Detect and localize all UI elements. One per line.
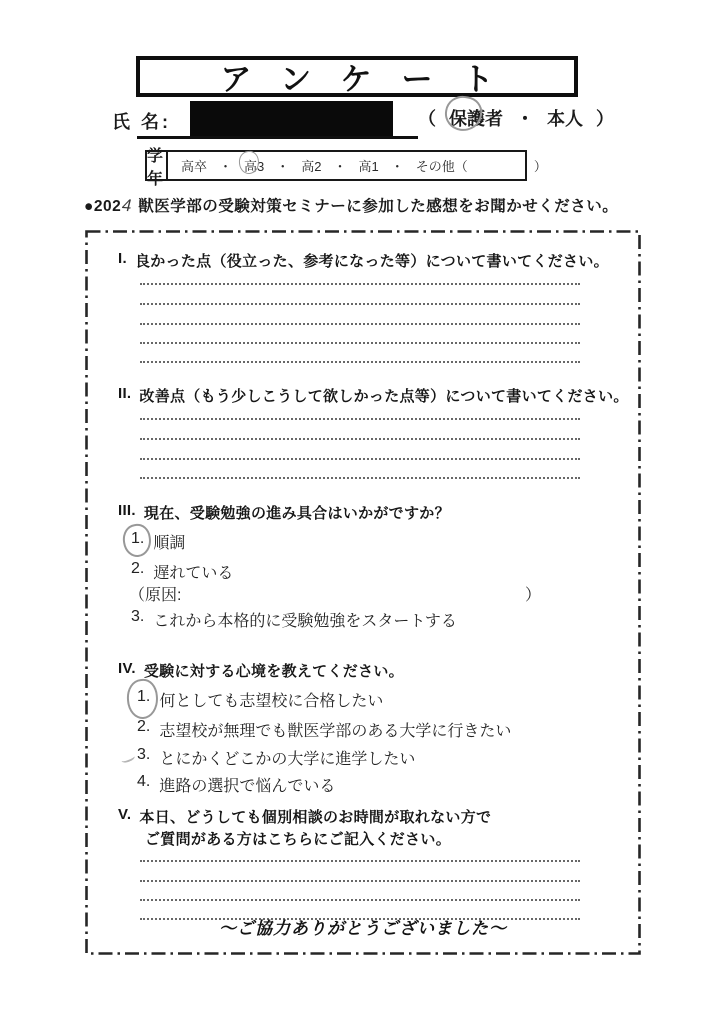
q4-option-3: 3. とにかくどこかの大学に進学したい — [137, 746, 416, 768]
respondent-paren-open: （ — [418, 109, 436, 129]
writing-line — [140, 899, 580, 901]
grade-label: 学年 — [147, 147, 167, 188]
grade-table — [145, 147, 547, 188]
grade-option-kosotsu: 高卒 — [181, 159, 208, 174]
writing-line — [140, 283, 580, 285]
intro-line — [84, 194, 618, 216]
q4-option-4: 4. 進路の選択で悩んでいる — [137, 773, 336, 795]
writing-line — [140, 361, 580, 363]
writing-line — [140, 323, 580, 325]
section-5-numeral: V. — [118, 806, 132, 823]
section-5-heading-line1: V. 本日、どうしても個別相談のお時間が取れない方で — [118, 806, 492, 826]
q3-option-2: 2. 遅れている — [131, 560, 234, 582]
writing-line — [140, 342, 580, 344]
q3-option-1: 1. 順調 — [131, 530, 185, 553]
writing-line — [140, 880, 580, 882]
grade-option-ko2: 高2 — [301, 159, 322, 174]
writing-line — [140, 477, 580, 479]
intro-text: 獣医学部の受験対策セミナーに参加した感想をお聞かせください。 — [138, 198, 619, 215]
respondent-option-self: 本人 — [547, 109, 583, 129]
grade-option-ko3: 高3 — [244, 156, 264, 175]
respondent-option-guardian: 保護者 — [449, 105, 503, 131]
grade-option-ko1: 高1 — [358, 159, 379, 174]
grade-separator: ・ — [390, 159, 404, 174]
grade-options — [168, 152, 547, 179]
section-2-numeral: II. — [118, 385, 132, 402]
q4-option-2: 2. 志望校が無理でも獣医学部のある大学に行きたい — [137, 718, 512, 740]
section-4-numeral: IV. — [118, 660, 136, 677]
respondent-separator: ・ — [516, 109, 534, 129]
page-title: アンケート — [220, 62, 524, 97]
q3-reason-close: ） — [525, 587, 542, 604]
grade-separator: ・ — [219, 159, 233, 174]
respondent-type-group — [418, 105, 614, 131]
q3-reason-open: （原因: — [129, 587, 182, 604]
intro-bullet-prefix: ●202 — [84, 198, 122, 215]
section-1-heading: I. 良かった点（役立った、参考になった等）について書いてください。 — [118, 250, 609, 270]
grade-option-other: その他（ — [415, 159, 468, 174]
section-4-heading: IV. 受験に対する心境を教えてください。 — [118, 660, 404, 680]
grade-option-other-close: ） — [533, 159, 547, 174]
grade-separator: ・ — [276, 159, 290, 174]
section-1-numeral: I. — [118, 250, 127, 267]
section-2-heading: II. 改善点（もう少しこうして欲しかった点等）について書いてください。 — [118, 385, 629, 405]
q3-option-3: 3. これから本格的に受験勉強をスタートする — [131, 608, 457, 630]
section-3-numeral: III. — [118, 502, 136, 519]
section-5-heading-line2: ご質問がある方はこちらにご記入ください。 — [145, 831, 452, 848]
section-3-heading: III. 現在、受験勉強の進み具合はいかがですか？ — [118, 502, 450, 522]
q4-option-1: 1. 何としても志望校に合格したい — [137, 688, 383, 711]
writing-line — [140, 303, 580, 305]
writing-line — [140, 458, 580, 460]
grade-separator: ・ — [333, 159, 347, 174]
name-underline — [137, 136, 418, 139]
closing-message: ～ご協力ありがとうございました～ — [219, 919, 507, 938]
name-value-redaction-box — [190, 101, 393, 139]
handwritten-year-digit: 4 — [120, 195, 135, 216]
respondent-paren-close: ） — [596, 109, 614, 129]
writing-line — [140, 418, 580, 420]
writing-line — [140, 860, 580, 862]
name-label: 氏 名: — [112, 112, 171, 132]
title-box — [136, 56, 578, 97]
survey-box — [85, 230, 641, 955]
writing-line — [140, 438, 580, 440]
